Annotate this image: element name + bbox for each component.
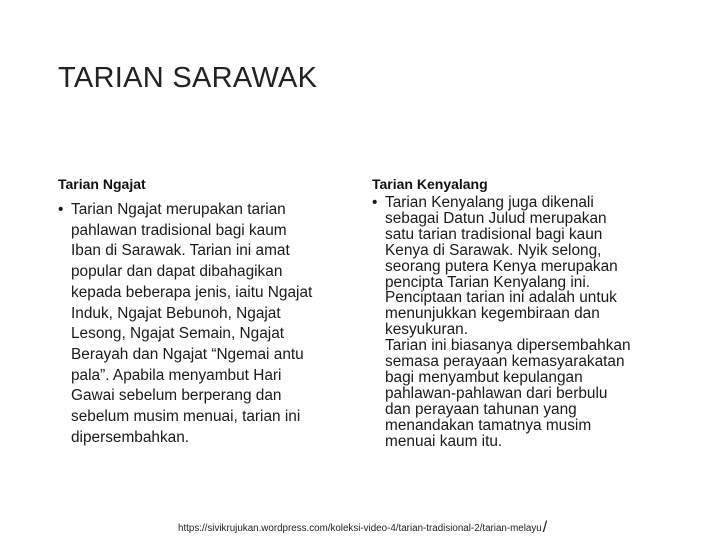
text-line: menuai kaum itu.	[385, 432, 503, 450]
text-line: pencipta Tarian Kenyalang ini.	[385, 273, 591, 291]
text-line: menunjukkan kegembiraan dan	[385, 305, 600, 323]
text-line: semasa perayaan kemasyarakatan	[385, 353, 625, 371]
text-line: satu tarian tradisional bagi kaun	[385, 225, 603, 243]
slide-title: TARIAN SARAWAK	[58, 62, 318, 94]
text-line: Lesong, Ngajat Semain, Ngajat	[71, 325, 285, 343]
bullet-item	[372, 195, 672, 450]
text-line: menandakan tamatnya musim	[385, 416, 592, 434]
text-line: Iban di Sarawak. Tarian ini amat	[71, 242, 290, 260]
source-slash: /	[542, 519, 548, 536]
text-line: Berayah dan Ngajat “Ngemai antu	[71, 345, 304, 363]
text-line: bagi menyambut kepulangan	[385, 368, 583, 386]
bullet-marker: •	[58, 201, 64, 218]
text-line: kepada beberapa jenis, iaitu Ngajat	[71, 283, 313, 301]
bullet-text	[71, 200, 352, 448]
text-line: Tarian Kenyalang juga dikenali	[385, 194, 594, 211]
bullet-text	[385, 195, 672, 450]
text-line: Gawai sebelum berperang dan	[71, 387, 282, 405]
text-line: sebagai Datun Julud merupakan	[385, 209, 607, 227]
source-link[interactable]: https://sivikrujukan.wordpress.com/koleksi-video-4/tarian-tradisional-2/tarian-melayu	[178, 523, 542, 534]
text-line: sebelum musim menuai, tarian ini	[71, 408, 301, 426]
text-line: kesyukuran.	[385, 321, 468, 339]
left-column-heading: Tarian Ngajat	[58, 176, 146, 192]
text-line: Induk, Ngajat Bebunoh, Ngajat	[71, 304, 281, 322]
text-line: Kenya di Sarawak. Nyik selong,	[385, 241, 602, 259]
text-line: dan perayaan tahunan yang	[385, 400, 577, 418]
right-column-body	[372, 195, 672, 450]
text-line: pahlawan tradisional bagi kaum	[71, 221, 287, 239]
source-footer	[178, 519, 547, 537]
text-line: Tarian Ngajat merupakan tarian	[71, 201, 286, 218]
text-line: popular dan dapat dibahagikan	[71, 263, 283, 281]
text-line: Tarian ini biasanya dipersembahkan	[385, 337, 631, 355]
left-column-body	[58, 200, 352, 448]
bullet-item	[58, 200, 352, 448]
text-line: Penciptaan tarian ini adalah untuk	[385, 289, 617, 307]
text-line: dipersembahkan.	[71, 428, 190, 446]
text-line: pala”. Apabila menyambut Hari	[71, 366, 282, 384]
right-column-heading: Tarian Kenyalang	[372, 176, 488, 192]
text-line: pahlawan-pahlawan dari berbulu	[385, 384, 608, 402]
bullet-marker: •	[372, 194, 378, 211]
text-line: seorang putera Kenya merupakan	[385, 257, 618, 275]
